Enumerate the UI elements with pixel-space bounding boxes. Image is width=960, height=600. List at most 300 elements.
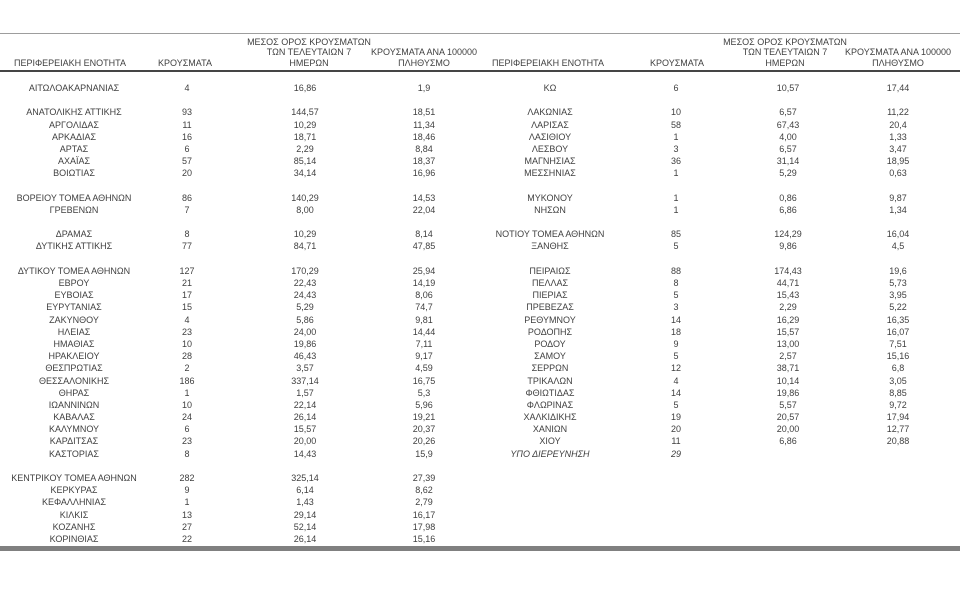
cases-cell: 85 (670, 229, 681, 240)
region-cell: ΚΕΡΚΥΡΑΣ (50, 485, 98, 496)
avg7-cell: 16,29 (776, 314, 800, 325)
cases-cell: 6 (673, 83, 679, 93)
region-cell: ΙΩΑΝΝΙΝΩΝ (48, 399, 100, 410)
left-table (0, 34, 480, 545)
avg7-cell: 6,86 (779, 436, 797, 447)
cases-cell: 4 (184, 83, 190, 93)
header-region: ΠΕΡΙΦΕΡΕΙΑΚΗ ΕΝΟΤΗΤΑ (491, 57, 605, 68)
table-row (480, 143, 960, 155)
table-row (480, 192, 960, 204)
cases-cell: 10 (670, 107, 681, 118)
per100k-cell: 8,85 (889, 387, 907, 398)
per100k-cell: 1,9 (417, 83, 431, 93)
cases-cell: 1 (184, 387, 190, 398)
avg7-cell: 10,14 (776, 375, 800, 386)
avg7-cell: 1,43 (296, 497, 314, 508)
region-cell: ΑΝΑΤΟΛΙΚΗΣ ΑΤΤΙΚΗΣ (26, 107, 122, 118)
table-row (0, 375, 480, 387)
region-cell: ΒΟΡΕΙΟΥ ΤΟΜΕΑ ΑΘΗΝΩΝ (16, 192, 132, 203)
table-row (480, 228, 960, 240)
per100k-cell: 27,39 (412, 473, 436, 483)
avg7-cell: 19,86 (293, 338, 317, 349)
per100k-cell: 16,75 (412, 375, 436, 386)
table-row (0, 301, 480, 313)
per100k-cell: 4,5 (891, 241, 905, 252)
cases-cell: 1 (184, 497, 190, 508)
region-cell: ΑΡΤΑΣ (59, 143, 89, 154)
region-cell: ΠΡΕΒΕΖΑΣ (526, 302, 574, 313)
per100k-cell: 11,34 (413, 119, 435, 130)
per100k-cell: 6,8 (891, 363, 905, 374)
per100k-cell: 16,04 (886, 229, 910, 240)
per100k-cell: 8,06 (415, 290, 433, 301)
region-cell: ΠΙΕΡΙΑΣ (532, 290, 568, 301)
avg7-cell: 144,57 (291, 107, 319, 118)
per100k-cell: 3,95 (889, 290, 907, 301)
cases-cell: 77 (181, 241, 192, 252)
table-row (0, 131, 480, 143)
region-cell: ΜΥΚΟΝΟΥ (527, 192, 573, 203)
table-row (0, 265, 480, 277)
cases-cell: 2 (184, 363, 190, 374)
cases-cell: 29 (670, 448, 681, 459)
per100k-cell: 74,7 (415, 302, 433, 313)
avg7-cell: 29,14 (293, 509, 317, 520)
region-cell: ΧΙΟΥ (539, 436, 561, 447)
table-row (480, 411, 960, 423)
cases-cell: 13 (181, 509, 192, 520)
cases-cell: 93 (181, 107, 192, 118)
avg7-cell: 124,29 (774, 229, 802, 240)
cases-cell: 88 (670, 265, 681, 276)
table-row (0, 143, 480, 155)
region-cell: ΦΛΩΡΙΝΑΣ (526, 399, 574, 410)
row-spacer (0, 180, 480, 192)
table-row (480, 289, 960, 301)
table-row (480, 204, 960, 216)
table-row (0, 326, 480, 338)
avg7-cell: 15,43 (776, 290, 800, 301)
per100k-cell: 1,33 (889, 131, 907, 142)
region-cell: ΓΡΕΒΕΝΩΝ (49, 204, 99, 215)
per100k-cell: 12,77 (886, 424, 910, 435)
region-cell: ΡΕΘΥΜΝΟΥ (524, 314, 576, 325)
cases-cell: 16 (181, 131, 192, 142)
table-row (0, 362, 480, 374)
region-cell: ΧΑΛΚΙΔΙΚΗΣ (523, 412, 577, 423)
table-row (0, 496, 480, 508)
table-row (0, 106, 480, 118)
avg7-cell: 26,14 (293, 412, 317, 423)
region-cell: ΑΡΚΑΔΙΑΣ (51, 131, 97, 142)
avg7-cell: 84,71 (293, 241, 317, 252)
avg7-cell: 13,00 (776, 338, 800, 349)
row-spacer (0, 216, 480, 228)
region-cell: ΕΥΒΟΙΑΣ (54, 290, 94, 301)
region-cell: ΜΕΣΣΗΝΙΑΣ (524, 168, 576, 179)
table-header (480, 34, 960, 72)
header-avg7-line2: ΤΩΝ ΤΕΛΕΥΤΑΙΩΝ 7 (266, 47, 352, 57)
per100k-cell: 11,22 (887, 107, 909, 118)
table-row (0, 399, 480, 411)
row-spacer (0, 94, 480, 106)
table-row (0, 192, 480, 204)
cases-cell: 5 (673, 290, 679, 301)
avg7-cell: 85,14 (293, 156, 317, 167)
region-cell: ΤΡΙΚΑΛΩΝ (527, 375, 573, 386)
per100k-cell: 18,37 (412, 156, 436, 167)
per100k-cell: 5,3 (417, 387, 431, 398)
table-row (480, 435, 960, 447)
per100k-cell: 14,19 (412, 278, 436, 288)
avg7-cell: 31,14 (776, 156, 800, 167)
region-cell: ΚΟΖΑΝΗΣ (52, 521, 96, 532)
table-row (0, 289, 480, 301)
avg7-cell: 6,57 (779, 143, 797, 154)
avg7-cell: 337,14 (291, 375, 319, 386)
per100k-cell: 0,63 (889, 168, 907, 179)
region-cell: ΑΙΤΩΛΟΑΚΑΡΝΑΝΙΑΣ (28, 83, 120, 93)
avg7-cell: 52,14 (293, 521, 317, 532)
region-cell: ΝΟΤΙΟΥ ΤΟΜΕΑ ΑΘΗΝΩΝ (495, 229, 605, 240)
cases-cell: 9 (673, 338, 679, 349)
region-cell: ΚΑΣΤΟΡΙΑΣ (49, 448, 99, 459)
table-row (480, 338, 960, 350)
avg7-cell: 174,43 (774, 265, 802, 276)
cases-cell: 282 (179, 473, 195, 483)
avg7-cell: 16,86 (293, 83, 317, 93)
table-row (480, 399, 960, 411)
cases-cell: 21 (181, 278, 192, 288)
cases-cell: 28 (181, 351, 192, 362)
avg7-cell: 20,00 (776, 424, 800, 435)
avg7-cell: 2,29 (779, 302, 797, 313)
per100k-cell: 4,59 (415, 363, 433, 374)
avg7-cell: 4,00 (779, 131, 797, 142)
region-cell: ΧΑΝΙΩΝ (532, 424, 568, 435)
table-body (0, 82, 480, 545)
cases-cell: 5 (673, 351, 679, 362)
per100k-cell: 15,16 (412, 533, 436, 544)
region-cell: ΚΩ (543, 83, 557, 93)
region-cell: ΛΑΚΩΝΙΑΣ (527, 107, 573, 118)
per100k-cell: 7,51 (889, 338, 907, 349)
per100k-cell: 3,47 (889, 143, 907, 154)
row-spacer (480, 94, 960, 106)
avg7-cell: 22,43 (293, 278, 317, 288)
row-spacer (480, 180, 960, 192)
avg7-cell: 20,57 (776, 412, 800, 423)
avg7-cell: 24,00 (293, 326, 317, 337)
region-cell: ΔΥΤΙΚΗΣ ΑΤΤΙΚΗΣ (35, 241, 113, 252)
table-row (480, 155, 960, 167)
avg7-cell: 0,86 (779, 192, 797, 203)
table-row (0, 435, 480, 447)
region-cell: ΚΑΛΥΜΝΟΥ (48, 424, 100, 435)
cases-cell: 22 (181, 533, 192, 544)
region-cell: ΗΡΑΚΛΕΙΟΥ (48, 351, 100, 362)
per100k-cell: 22,04 (412, 204, 436, 215)
header-avg7 (723, 37, 847, 69)
cases-cell: 14 (670, 314, 681, 325)
cases-cell: 17 (181, 290, 192, 301)
table-row (0, 240, 480, 252)
region-cell: ΖΑΚΥΝΘΟΥ (49, 314, 99, 325)
cases-cell: 1 (673, 168, 679, 179)
avg7-cell: 18,71 (293, 131, 317, 142)
row-spacer (480, 216, 960, 228)
region-cell: ΛΑΡΙΣΑΣ (531, 119, 569, 130)
region-cell: ΜΑΓΝΗΣΙΑΣ (524, 156, 576, 167)
avg7-cell: 26,14 (293, 533, 317, 544)
cases-cell: 6 (184, 424, 190, 435)
per100k-cell: 17,98 (412, 521, 436, 532)
avg7-cell: 15,57 (293, 424, 317, 435)
cases-cell: 5 (673, 399, 679, 410)
per100k-cell (844, 448, 960, 460)
table-row (480, 362, 960, 374)
table-row (480, 326, 960, 338)
region-cell: ΘΕΣΠΡΩΤΙΑΣ (45, 363, 103, 374)
cases-cell: 8 (184, 229, 190, 240)
avg7-cell: 15,57 (776, 326, 800, 337)
table-row (480, 119, 960, 131)
avg7-cell: 6,57 (779, 107, 797, 118)
cases-cell: 23 (181, 326, 192, 337)
table-row (480, 240, 960, 252)
table-row (0, 423, 480, 435)
per100k-cell: 17,94 (886, 412, 910, 423)
region-cell: ΥΠΟ ΔΙΕΡΕΥΝΗΣΗ (510, 448, 590, 459)
table-row (0, 448, 480, 460)
avg7-cell: 5,29 (779, 168, 797, 179)
per100k-cell: 5,22 (889, 302, 907, 313)
per100k-cell: 19,6 (889, 265, 907, 276)
per100k-cell: 20,26 (412, 436, 436, 447)
region-cell: ΘΗΡΑΣ (58, 387, 90, 398)
header-cases: ΚΡΟΥΣΜΑΤΑ (650, 57, 704, 68)
avg7-cell: 9,86 (779, 241, 797, 252)
avg7-cell: 325,14 (291, 473, 319, 483)
avg7-cell: 67,43 (776, 119, 800, 130)
avg7-cell: 46,43 (293, 351, 317, 362)
region-cell: ΛΕΣΒΟΥ (531, 143, 569, 154)
region-cell: ΚΑΒΑΛΑΣ (53, 412, 95, 423)
region-cell: ΝΗΣΩΝ (534, 204, 566, 215)
region-cell: ΒΟΙΩΤΙΑΣ (53, 168, 95, 179)
avg7-cell: 38,71 (776, 363, 800, 374)
cases-cell: 86 (181, 192, 192, 203)
avg7-cell: 3,57 (296, 363, 314, 374)
cases-cell: 127 (179, 265, 195, 276)
avg7-cell: 24,43 (293, 290, 317, 301)
avg7-cell: 5,29 (296, 302, 314, 313)
avg7-cell: 5,86 (296, 314, 314, 325)
region-cell: ΑΡΓΟΛΙΔΑΣ (49, 119, 99, 130)
cases-cell: 3 (673, 143, 679, 154)
cases-cell: 11 (182, 119, 192, 130)
header-avg7-line3: ΗΜΕΡΩΝ (289, 57, 329, 68)
per100k-cell: 5,73 (889, 278, 907, 288)
per100k-cell: 1,34 (889, 204, 907, 215)
per100k-cell: 20,4 (889, 119, 907, 130)
cases-cell: 36 (670, 156, 681, 167)
cases-cell: 4 (673, 375, 679, 386)
per100k-cell: 7,11 (415, 338, 433, 349)
table-row (0, 277, 480, 289)
header-region: ΠΕΡΙΦΕΡΕΙΑΚΗ ΕΝΟΤΗΤΑ (13, 57, 127, 68)
table-row (480, 423, 960, 435)
per100k-cell: 20,88 (886, 436, 910, 447)
per100k-cell: 8,84 (415, 143, 433, 154)
table-row (0, 155, 480, 167)
avg7-cell: 6,14 (296, 485, 314, 496)
per100k-cell: 25,94 (412, 265, 436, 276)
cases-cell: 5 (673, 241, 679, 252)
region-cell: ΗΜΑΘΙΑΣ (53, 338, 95, 349)
avg7-cell: 10,57 (776, 83, 800, 93)
cases-cell: 23 (181, 436, 192, 447)
per100k-cell: 5,96 (415, 399, 433, 410)
cases-cell: 20 (181, 168, 192, 179)
per100k-cell: 15,9 (415, 448, 433, 459)
avg7-cell: 5,57 (779, 399, 797, 410)
cases-cell: 18 (670, 326, 681, 337)
cases-cell: 186 (179, 375, 195, 386)
table-row (480, 387, 960, 399)
region-cell: ΚΕΝΤΡΙΚΟΥ ΤΟΜΕΑ ΑΘΗΝΩΝ (11, 473, 137, 483)
table-row (480, 350, 960, 362)
region-cell: ΛΑΣΙΘΙΟΥ (528, 131, 572, 142)
cases-cell: 1 (673, 131, 679, 142)
avg7-cell: 2,29 (296, 143, 314, 154)
cases-cell: 19 (670, 412, 681, 423)
table-row (0, 533, 480, 545)
region-cell: ΕΒΡΟΥ (58, 278, 90, 288)
avg7-cell: 170,29 (291, 265, 319, 276)
cases-cell: 1 (673, 192, 679, 203)
cases-cell: 8 (673, 278, 679, 288)
per100k-cell: 18,46 (412, 131, 436, 142)
per100k-cell: 2,79 (415, 497, 433, 508)
region-cell: ΑΧΑΪΑΣ (57, 156, 91, 167)
table-row (480, 167, 960, 179)
header-per100k-line2: ΠΛΗΘΥΣΜΟ (398, 57, 450, 68)
table-row (0, 314, 480, 326)
header-per100k-line2: ΠΛΗΘΥΣΜΟ (872, 57, 924, 68)
cases-cell: 15 (181, 302, 192, 313)
avg7-cell (732, 448, 844, 460)
cases-cell: 24 (181, 412, 192, 423)
cases-cell: 8 (184, 448, 190, 459)
cases-cell: 12 (670, 363, 681, 374)
cases-cell: 11 (671, 436, 681, 447)
row-spacer (480, 253, 960, 265)
cases-cell: 3 (673, 302, 679, 313)
per100k-cell: 14,53 (412, 192, 436, 203)
row-spacer (0, 253, 480, 265)
per100k-cell: 19,21 (412, 412, 436, 423)
region-cell: ΦΘΙΩΤΙΔΑΣ (525, 387, 575, 398)
region-cell: ΞΑΝΘΗΣ (531, 241, 569, 252)
regional-cases-tables (0, 34, 960, 545)
avg7-cell: 2,57 (779, 351, 797, 362)
cases-cell: 1 (673, 204, 679, 215)
cases-cell: 10 (181, 399, 192, 410)
table-row (480, 277, 960, 289)
region-cell: ΚΟΡΙΝΘΙΑΣ (49, 533, 99, 544)
table-header (0, 34, 480, 72)
header-cases: ΚΡΟΥΣΜΑΤΑ (158, 57, 212, 68)
per100k-cell: 17,44 (886, 83, 910, 93)
region-cell: ΠΕΙΡΑΙΩΣ (529, 265, 571, 276)
table-row (480, 131, 960, 143)
avg7-cell: 14,43 (293, 448, 317, 459)
region-cell: ΔΥΤΙΚΟΥ ΤΟΜΕΑ ΑΘΗΝΩΝ (17, 265, 131, 276)
table-row (0, 167, 480, 179)
table-row (0, 521, 480, 533)
avg7-cell: 6,86 (779, 204, 797, 215)
region-cell: ΚΙΛΚΙΣ (59, 509, 89, 520)
cases-cell: 4 (184, 314, 190, 325)
per100k-cell: 3,05 (889, 375, 907, 386)
table-row (480, 314, 960, 326)
table-row (480, 265, 960, 277)
table-row (0, 119, 480, 131)
avg7-cell: 19,86 (776, 387, 800, 398)
avg7-cell: 140,29 (291, 192, 319, 203)
cases-cell: 9 (184, 485, 190, 496)
cases-cell: 6 (184, 143, 190, 154)
per100k-cell: 9,17 (415, 351, 433, 362)
row-spacer (0, 460, 480, 472)
region-cell: ΗΛΕΙΑΣ (57, 326, 91, 337)
per100k-cell: 9,81 (415, 314, 433, 325)
table-row (0, 387, 480, 399)
cases-cell: 10 (181, 338, 192, 349)
table-row (480, 106, 960, 118)
right-table (480, 34, 960, 545)
table-row (0, 509, 480, 521)
header-per100k (371, 47, 477, 68)
avg7-cell: 1,57 (296, 387, 314, 398)
region-cell: ΠΕΛΛΑΣ (531, 278, 569, 288)
header-per100k (845, 47, 951, 68)
region-cell: ΣΑΜΟΥ (534, 351, 566, 362)
avg7-cell: 10,29 (293, 119, 317, 130)
avg7-cell: 10,29 (293, 229, 317, 240)
cases-cell: 27 (181, 521, 192, 532)
cases-cell: 58 (670, 119, 681, 130)
per100k-cell: 16,96 (412, 168, 436, 179)
table-row (0, 350, 480, 362)
header-avg7-line3: ΗΜΕΡΩΝ (765, 57, 805, 68)
header-avg7-line1: ΜΕΣΟΣ ΟΡΟΣ ΚΡΟΥΣΜΑΤΩΝ (247, 36, 371, 47)
per100k-cell: 16,35 (886, 314, 910, 325)
header-per100k-line1: ΚΡΟΥΣΜΑΤΑ ΑΝΑ 100000 (845, 47, 951, 57)
avg7-cell: 44,71 (776, 278, 800, 288)
per100k-cell: 14,44 (412, 326, 436, 337)
table-row (0, 338, 480, 350)
per100k-cell: 16,17 (412, 509, 436, 520)
region-cell: ΣΕΡΡΩΝ (531, 363, 569, 374)
header-per100k-line1: ΚΡΟΥΣΜΑΤΑ ΑΝΑ 100000 (371, 47, 477, 57)
avg7-cell: 20,00 (293, 436, 317, 447)
per100k-cell: 18,95 (886, 156, 910, 167)
table-row (0, 411, 480, 423)
avg7-cell: 34,14 (293, 168, 317, 179)
per100k-cell: 16,07 (886, 326, 910, 337)
